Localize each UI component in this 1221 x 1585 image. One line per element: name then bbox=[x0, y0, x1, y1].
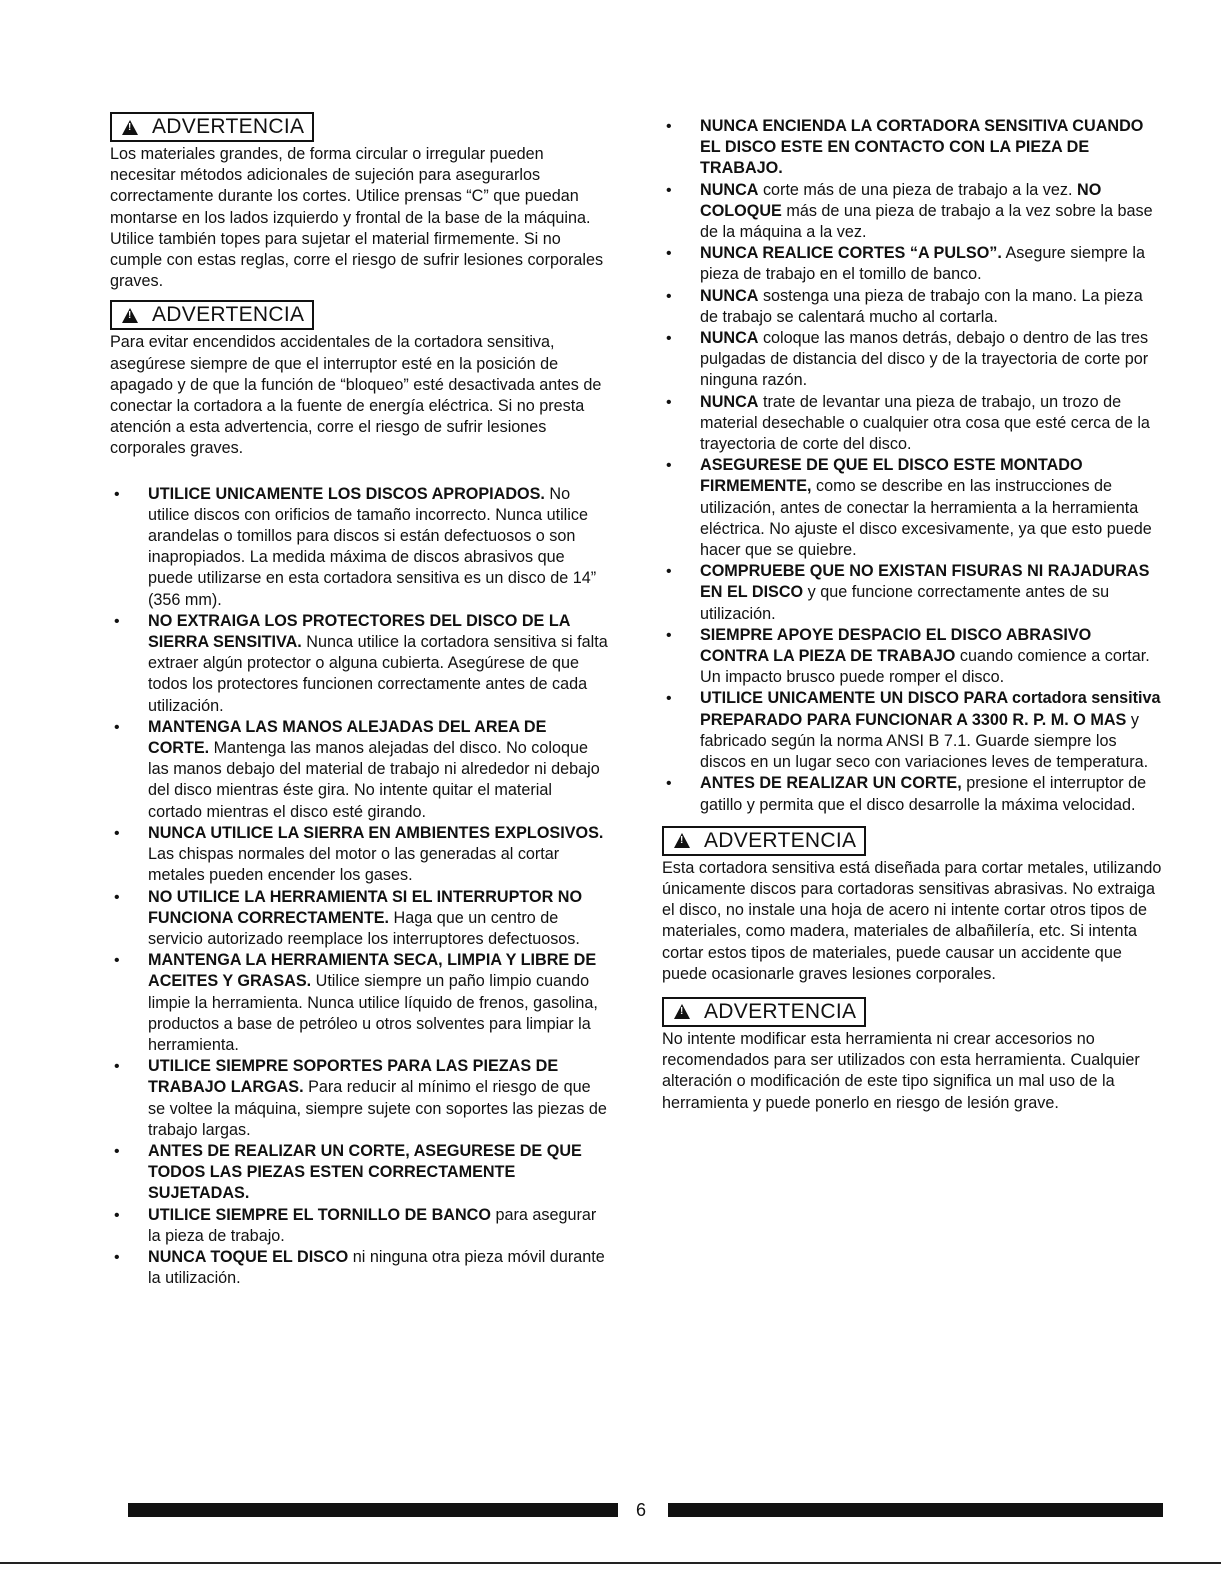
bottom-rule bbox=[0, 1562, 1221, 1564]
warning-text-4: No intente modificar esta herramienta ni crear accesorios no recomendados para ser utilizados con esta herramienta. Cualquier alteración o modificación de este tipo significa un mal uso de la herramienta y puede ponerlo en riesgo de lesión grave. bbox=[662, 1029, 1140, 1112]
warning-triangle-icon bbox=[674, 833, 690, 848]
list-item: • MANTENGA LAS MANOS ALEJADAS DEL AREA DE CORTE. Mantenga las manos alejadas del disco. No coloque las manos debajo del material de trabajo ni alrededor ni debajo del disco mientras éste gira. No intente quitar el material cortado mientras el disco esté girando. bbox=[110, 717, 610, 823]
left-column bbox=[110, 112, 610, 1289]
list-item: • UTILICE SIEMPRE SOPORTES PARA LAS PIEZAS DE TRABAJO LARGAS. Para reducir al mínimo el riesgo de que se voltee la máquina, siempre sujete con soportes las piezas de trabajo largas. bbox=[110, 1056, 610, 1141]
list-item: • NUNCA corte más de una pieza de trabajo a la vez. NO COLOQUE más de una pieza de trabajo a la vez sobre la base de la máquina a la vez. bbox=[662, 180, 1162, 244]
list-item: • UTILICE UNICAMENTE LOS DISCOS APROPIADOS. No utilice discos con orificios de tamaño incorrecto. Nunca utilice arandelas o tomillos para discos si están defectuosos o son inapropiados. La medida máxima de discos abrasivos que puede utilizarse en esta cortadora sensitiva es un disco de 14” (356 mm). bbox=[110, 484, 610, 611]
warning-text-1: Los materiales grandes, de forma circular o irregular pueden necesitar métodos adicionales de sujeción para asegurarlos correctamente durante los cortes. Utilice prensas “C” que puedan montarse en los lados izquierdo y frontal de la base de la máquina. Utilice también topes para sujetar el material firmemente. Si no cumple con estas reglas, corre el riesgo de sufrir lesiones corporales graves. bbox=[110, 145, 604, 291]
page-number: 6 bbox=[636, 1500, 647, 1520]
warning-text-2: Para evitar encendidos accidentales de la cortadora sensitiva, asegúrese siempre de que el interruptor esté en la posición de apagado y de que la función de “bloqueo” esté desactivada antes de conectar la cortadora a la fuente de energía eléctrica. Si no presta atención a esta advertencia, corre el riesgo de sufrir lesiones corporales graves. bbox=[110, 333, 602, 458]
list-item: • NO EXTRAIGA LOS PROTECTORES DEL DISCO DE LA SIERRA SENSITIVA. Nunca utilice la cortadora sensitiva si falta extraer algún protector o alguna cubierta. Asegúrese de que todos los protectores funcionen correctamente antes de cada utilización. bbox=[110, 611, 610, 717]
safety-rules-list-right bbox=[662, 116, 1162, 816]
list-item: • ASEGURESE DE QUE EL DISCO ESTE MONTADO FIRMEMENTE, como se describe en las instrucciones de utilización, antes de conectar la herramienta a la herramienta eléctrica. No ajuste el disco excesivamente, ya que esto puede hacer que se quiebre. bbox=[662, 455, 1162, 561]
warning-title: ADVERTENCIA bbox=[704, 999, 857, 1023]
warning-triangle-icon bbox=[122, 308, 138, 323]
warning-triangle-icon bbox=[122, 120, 138, 135]
list-item: • NUNCA sostenga una pieza de trabajo con la mano. La pieza de trabajo se calentará mucho al cortarla. bbox=[662, 286, 1162, 328]
list-item: • NUNCA trate de levantar una pieza de trabajo, un trozo de material desechable o cualquier otra cosa que esté cerca de la trayectoria de corte del disco. bbox=[662, 392, 1162, 456]
list-item: • ANTES DE REALIZAR UN CORTE, ASEGURESE DE QUE TODOS LAS PIEZAS ESTEN CORRECTAMENTE SUJETADAS. bbox=[110, 1141, 610, 1205]
list-item: • SIEMPRE APOYE DESPACIO EL DISCO ABRASIVO CONTRA LA PIEZA DE TRABAJO cuando comience a cortar. Un impacto brusco puede romper el disco. bbox=[662, 625, 1162, 689]
warning-header-4 bbox=[662, 997, 866, 1027]
list-item: • ANTES DE REALIZAR UN CORTE, presione el interruptor de gatillo y permita que el disco desarrolle la máxima velocidad. bbox=[662, 773, 1162, 815]
list-item: • NUNCA REALICE CORTES “A PULSO”. Asegure siempre la pieza de trabajo en el tomillo de banco. bbox=[662, 243, 1162, 285]
list-item: • NO UTILICE LA HERRAMIENTA SI EL INTERRUPTOR NO FUNCIONA CORRECTAMENTE. Haga que un centro de servicio autorizado reemplace los interruptores defectuosos. bbox=[110, 887, 610, 951]
warning-header-3 bbox=[662, 826, 866, 856]
warning-title: ADVERTENCIA bbox=[704, 828, 857, 852]
warning-header-1 bbox=[110, 112, 314, 142]
footer-bar-right bbox=[668, 1503, 1163, 1517]
list-item: • NUNCA UTILICE LA SIERRA EN AMBIENTES EXPLOSIVOS. Las chispas normales del motor o las generadas al cortar metales pueden encender los gases. bbox=[110, 823, 610, 887]
safety-rules-list-left bbox=[110, 484, 610, 1290]
warning-title: ADVERTENCIA bbox=[152, 303, 305, 327]
footer-bar-left bbox=[128, 1503, 618, 1517]
warning-text-3: Esta cortadora sensitiva está diseñada para cortar metales, utilizando únicamente discos para cortadoras sensitivas abrasivas. No extraiga el disco, no instale una hoja de acero ni intente cortar otros tipos de materiales, como madera, materiales de albañilería, etc. Si intenta cortar estos tipos de materiales, puede causar un accidente que puede ocasionarle graves lesiones corporales. bbox=[662, 858, 1162, 983]
list-item: • NUNCA coloque las manos detrás, debajo o dentro de las tres pulgadas de distancia del disco y de la trayectoria de corte por ninguna razón. bbox=[662, 328, 1162, 392]
warning-header-2 bbox=[110, 300, 314, 330]
list-item: • COMPRUEBE QUE NO EXISTAN FISURAS NI RAJADURAS EN EL DISCO y que funcione correctamente antes de su utilización. bbox=[662, 561, 1162, 625]
warning-triangle-icon bbox=[674, 1004, 690, 1019]
list-item: • MANTENGA LA HERRAMIENTA SECA, LIMPIA Y LIBRE DE ACEITES Y GRASAS. Utilice siempre un paño limpio cuando limpie la herramienta. Nunca utilice líquido de frenos, gasolina, productos a base de petróleo u otros solventes para limpiar la herramienta. bbox=[110, 950, 610, 1056]
warning-title: ADVERTENCIA bbox=[152, 115, 305, 138]
list-item: • NUNCA TOQUE EL DISCO ni ninguna otra pieza móvil durante la utilización. bbox=[110, 1247, 610, 1289]
right-column bbox=[662, 116, 1162, 1122]
list-item: • UTILICE SIEMPRE EL TORNILLO DE BANCO para asegurar la pieza de trabajo. bbox=[110, 1205, 610, 1247]
list-item: • NUNCA ENCIENDA LA CORTADORA SENSITIVA CUANDO EL DISCO ESTE EN CONTACTO CON LA PIEZA DE TRABAJO. bbox=[662, 116, 1162, 180]
list-item: • UTILICE UNICAMENTE UN DISCO PARA cortadora sensitiva PREPARADO PARA FUNCIONAR A 3300 R. P. M. O MAS y fabricado según la norma ANSI B 7.1. Guarde siempre los discos en un lugar seco con variaciones leves de temperatura. bbox=[662, 688, 1162, 773]
